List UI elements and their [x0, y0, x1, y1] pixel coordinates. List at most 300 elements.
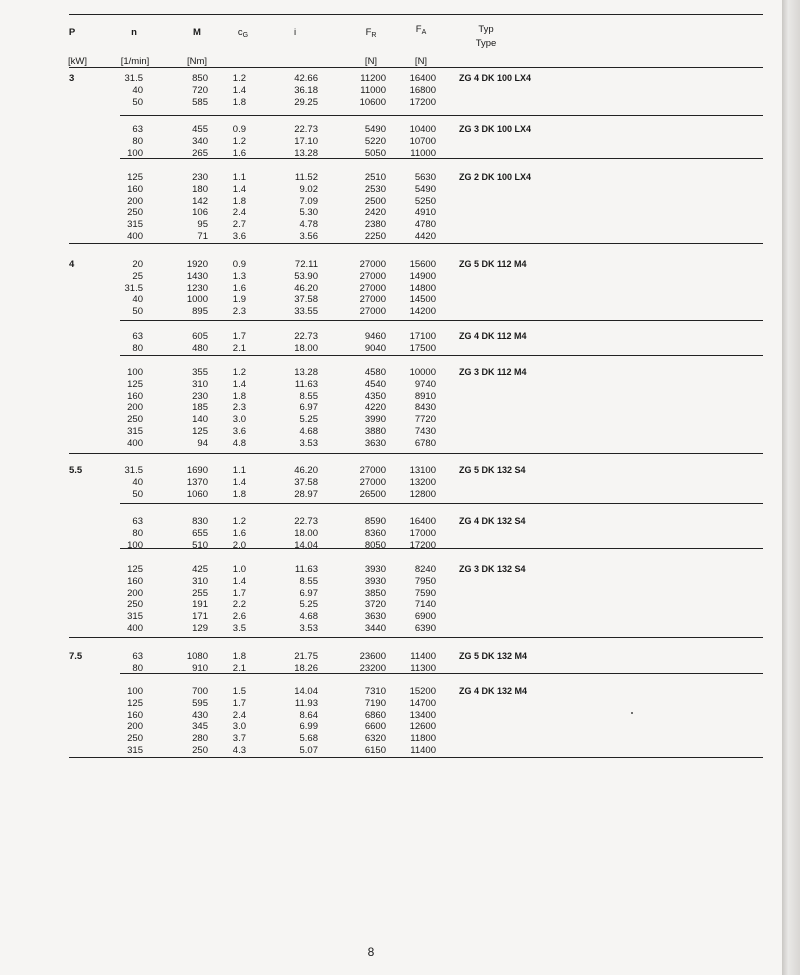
header-cg-main: c: [237, 27, 243, 38]
axial-force-cell: 4910: [414, 207, 436, 219]
ratio-cell: 5.25: [299, 414, 318, 426]
header-cg-sub: G: [242, 32, 249, 39]
ratio-cell: 14.04: [294, 686, 318, 697]
torque-cell: 720: [192, 84, 208, 96]
speed-cell: 250: [127, 733, 143, 745]
service-factor-cell: 1.1: [232, 172, 246, 183]
service-factor-cell: 2.7: [232, 219, 246, 231]
axial-force-cell: 7590: [414, 587, 436, 599]
torque-cell: 355: [192, 367, 208, 378]
radial-force-cell: 27000: [359, 259, 386, 270]
service-factor-cell: 1.6: [232, 527, 246, 539]
ratio-cell: 33.55: [294, 306, 318, 318]
speed-cell: 63: [132, 516, 143, 527]
service-factor-cell: 1.4: [232, 378, 246, 390]
ratio-cell: 13.28: [294, 367, 318, 378]
axial-force-cell: 4780: [414, 219, 436, 231]
service-factor-cell: 2.3: [232, 306, 246, 318]
speed-cell: 80: [132, 135, 143, 147]
axial-force-cell: 6390: [414, 623, 436, 634]
radial-force-cell: 8050: [364, 539, 386, 551]
service-factor-cell: 1.2: [232, 367, 246, 378]
speed-cell: 315: [127, 611, 143, 623]
service-factor-cell: 1.4: [232, 575, 246, 587]
axial-force-cell: 14900: [409, 270, 436, 282]
axial-force-cell: 14200: [409, 306, 436, 318]
torque-cell: 310: [192, 378, 208, 390]
speed-cell: 40: [132, 294, 143, 306]
group-divider: [69, 453, 763, 454]
speed-cell: 63: [132, 651, 143, 662]
type-label: ZG 5 DK 132 S4: [459, 465, 526, 475]
torque-cell: 345: [192, 721, 208, 733]
torque-cell: 255: [192, 587, 208, 599]
header-fr-main: F: [365, 27, 372, 38]
ratio-cell: 4.78: [299, 219, 318, 231]
ratio-cell: 17.10: [294, 135, 318, 147]
ratio-cell: 13.28: [294, 147, 318, 159]
axial-force-cell: 10000: [409, 367, 436, 378]
speed-cell: 63: [132, 124, 143, 135]
ratio-cell: 7.09: [299, 195, 318, 207]
radial-force-cell: 11000: [360, 84, 386, 96]
torque-cell: 191: [192, 599, 208, 611]
group-divider: [120, 158, 763, 159]
speed-cell: 100: [127, 367, 143, 378]
speed-cell: 200: [127, 587, 143, 599]
torque-cell: 94: [197, 437, 208, 449]
ratio-cell: 6.97: [299, 402, 318, 414]
speed-cell: 315: [127, 426, 143, 437]
type-label: ZG 4 DK 100 LX4: [459, 73, 532, 83]
radial-force-cell: 4580: [364, 367, 386, 378]
header-fa: [416, 24, 426, 38]
service-factor-cell: 4.8: [232, 437, 246, 449]
ratio-cell: 5.68: [299, 733, 318, 745]
axial-force-cell: 11300: [410, 662, 436, 674]
torque-cell: 1000: [186, 294, 208, 306]
service-factor-cell: 1.1: [232, 465, 246, 476]
service-factor-cell: 1.8: [232, 651, 246, 662]
speed-cell: 200: [127, 721, 143, 733]
service-factor-cell: 1.7: [232, 697, 246, 709]
axial-force-cell: 14500: [409, 294, 436, 306]
torque-cell: 1370: [186, 476, 208, 488]
service-factor-cell: 1.2: [232, 73, 246, 84]
radial-force-cell: 27000: [359, 306, 386, 318]
service-factor-cell: 2.1: [232, 342, 246, 354]
ratio-cell: 6.99: [299, 721, 318, 733]
torque-cell: 605: [192, 331, 208, 342]
axial-force-cell: 5250: [414, 195, 436, 207]
group-divider: [120, 503, 763, 504]
service-factor-cell: 3.6: [232, 231, 246, 242]
ratio-cell: 4.68: [299, 611, 318, 623]
axial-force-cell: 7140: [414, 599, 436, 611]
ratio-cell: 46.20: [294, 465, 318, 476]
radial-force-cell: 27000: [359, 476, 386, 488]
radial-force-cell: 3440: [364, 623, 386, 634]
speed-cell: 50: [132, 306, 143, 318]
print-speck: [631, 712, 633, 714]
torque-cell: 830: [192, 516, 208, 527]
unit-m: [Nm]: [186, 56, 208, 67]
torque-cell: 180: [192, 183, 208, 195]
service-factor-cell: 1.8: [232, 96, 246, 108]
speed-cell: 80: [132, 342, 143, 354]
header-rule: [69, 67, 763, 68]
radial-force-cell: 2250: [364, 231, 386, 242]
type-label: ZG 4 DK 132 S4: [459, 516, 526, 526]
speed-cell: 31.5: [124, 282, 143, 294]
header-m: M: [193, 27, 201, 38]
speed-cell: 160: [127, 575, 143, 587]
radial-force-cell: 7310: [364, 686, 386, 697]
torque-cell: 340: [192, 135, 208, 147]
header-cg: [238, 27, 248, 41]
ratio-cell: 28.97: [294, 488, 318, 500]
ratio-cell: 5.07: [299, 745, 318, 756]
ratio-cell: 3.56: [299, 231, 318, 242]
axial-force-cell: 13200: [409, 476, 436, 488]
ratio-cell: 36.18: [294, 84, 318, 96]
axial-force-cell: 4420: [414, 231, 436, 242]
torque-cell: 895: [192, 306, 208, 318]
axial-force-cell: 16400: [409, 516, 436, 527]
axial-force-cell: 8240: [414, 564, 436, 575]
axial-force-cell: 10400: [409, 124, 436, 135]
ratio-cell: 53.90: [294, 270, 318, 282]
axial-force-cell: 16400: [409, 73, 436, 84]
speed-cell: 80: [132, 662, 143, 674]
radial-force-cell: 23200: [359, 662, 386, 674]
group-divider: [69, 757, 763, 758]
type-label: ZG 5 DK 132 M4: [459, 651, 528, 661]
page-edge: [782, 0, 800, 975]
service-factor-cell: 0.9: [232, 259, 246, 270]
axial-force-cell: 15600: [409, 259, 436, 270]
type-label: ZG 5 DK 112 M4: [459, 259, 527, 269]
power-value: 3: [69, 73, 75, 84]
torque-cell: 95: [197, 219, 208, 231]
speed-cell: 125: [127, 378, 143, 390]
speed-cell: 400: [127, 437, 143, 449]
ratio-cell: 8.64: [299, 709, 318, 721]
radial-force-cell: 4540: [364, 378, 386, 390]
radial-force-cell: 6320: [364, 733, 386, 745]
radial-force-cell: 23600: [359, 651, 386, 662]
axial-force-cell: 17500: [409, 342, 436, 354]
service-factor-cell: 1.2: [232, 135, 246, 147]
radial-force-cell: 3850: [364, 587, 386, 599]
unit-fa: [N]: [414, 56, 428, 67]
axial-force-cell: 12800: [409, 488, 436, 500]
ratio-cell: 14.04: [294, 539, 318, 551]
torque-cell: 142: [192, 195, 208, 207]
radial-force-cell: 26500: [359, 488, 386, 500]
radial-force-cell: 6600: [364, 721, 386, 733]
radial-force-cell: 3630: [364, 437, 386, 449]
axial-force-cell: 6780: [414, 437, 436, 449]
torque-cell: 250: [192, 745, 208, 756]
torque-cell: 850: [192, 73, 208, 84]
service-factor-cell: 2.1: [232, 662, 246, 674]
torque-cell: 1920: [186, 259, 208, 270]
type-label: ZG 4 DK 112 M4: [459, 331, 527, 341]
service-factor-cell: 1.5: [232, 686, 246, 697]
type-label: ZG 4 DK 132 M4: [459, 686, 528, 696]
axial-force-cell: 17000: [409, 527, 436, 539]
service-factor-cell: 0.9: [232, 124, 246, 135]
radial-force-cell: 2530: [364, 183, 386, 195]
radial-force-cell: 6150: [364, 745, 386, 756]
service-factor-cell: 3.5: [232, 623, 246, 634]
speed-cell: 160: [127, 709, 143, 721]
torque-cell: 585: [192, 96, 208, 108]
header-n: n: [131, 27, 137, 38]
service-factor-cell: 1.8: [232, 390, 246, 402]
speed-cell: 50: [132, 96, 143, 108]
service-factor-cell: 1.7: [232, 587, 246, 599]
axial-force-cell: 17100: [409, 331, 436, 342]
axial-force-cell: 13400: [409, 709, 436, 721]
axial-force-cell: 11800: [410, 733, 436, 745]
header-type: Type: [475, 38, 497, 49]
header-i: i: [293, 27, 297, 38]
torque-cell: 1080: [186, 651, 208, 662]
axial-force-cell: 16800: [409, 84, 436, 96]
speed-cell: 400: [127, 623, 143, 634]
service-factor-cell: 1.6: [232, 147, 246, 159]
radial-force-cell: 3930: [364, 575, 386, 587]
header-fa-main: F: [415, 24, 422, 35]
type-label: ZG 3 DK 132 S4: [459, 564, 526, 574]
service-factor-cell: 1.7: [232, 331, 246, 342]
speed-cell: 125: [127, 697, 143, 709]
header-p: P: [68, 27, 76, 38]
axial-force-cell: 14800: [409, 282, 436, 294]
speed-cell: 250: [127, 414, 143, 426]
torque-cell: 700: [192, 686, 208, 697]
radial-force-cell: 10600: [359, 96, 386, 108]
service-factor-cell: 1.8: [232, 488, 246, 500]
radial-force-cell: 2510: [364, 172, 386, 183]
axial-force-cell: 10700: [409, 135, 436, 147]
axial-force-cell: 6900: [414, 611, 436, 623]
axial-force-cell: 11400: [410, 651, 436, 662]
torque-cell: 280: [192, 733, 208, 745]
axial-force-cell: 17200: [409, 539, 436, 551]
torque-cell: 1060: [186, 488, 208, 500]
radial-force-cell: 5220: [364, 135, 386, 147]
radial-force-cell: 8360: [364, 527, 386, 539]
speed-cell: 400: [127, 231, 143, 242]
speed-cell: 100: [127, 686, 143, 697]
ratio-cell: 18.00: [294, 342, 318, 354]
axial-force-cell: 17200: [409, 96, 436, 108]
speed-cell: 31.5: [124, 73, 143, 84]
service-factor-cell: 2.4: [232, 709, 246, 721]
torque-cell: 71: [197, 231, 208, 242]
radial-force-cell: 2380: [364, 219, 386, 231]
page-number: 8: [367, 945, 375, 959]
radial-force-cell: 3630: [364, 611, 386, 623]
torque-cell: 1690: [186, 465, 208, 476]
radial-force-cell: 7190: [364, 697, 386, 709]
service-factor-cell: 1.4: [232, 84, 246, 96]
speed-cell: 250: [127, 599, 143, 611]
torque-cell: 265: [192, 147, 208, 159]
ratio-cell: 22.73: [294, 124, 318, 135]
ratio-cell: 4.68: [299, 426, 318, 437]
radial-force-cell: 3930: [364, 564, 386, 575]
torque-cell: 595: [192, 697, 208, 709]
ratio-cell: 6.97: [299, 587, 318, 599]
speed-cell: 80: [132, 527, 143, 539]
ratio-cell: 18.26: [294, 662, 318, 674]
ratio-cell: 11.63: [294, 378, 318, 390]
speed-cell: 315: [127, 219, 143, 231]
torque-cell: 455: [192, 124, 208, 135]
ratio-cell: 42.66: [294, 73, 318, 84]
speed-cell: 50: [132, 488, 143, 500]
header-fr-sub: R: [371, 32, 377, 39]
ratio-cell: 21.75: [294, 651, 318, 662]
axial-force-cell: 7720: [414, 414, 436, 426]
header-fa-sub: A: [421, 29, 427, 36]
torque-cell: 1230: [186, 282, 208, 294]
torque-cell: 140: [192, 414, 208, 426]
service-factor-cell: 2.2: [232, 599, 246, 611]
speed-cell: 25: [132, 270, 143, 282]
torque-cell: 185: [192, 402, 208, 414]
group-divider: [120, 355, 763, 356]
torque-cell: 425: [192, 564, 208, 575]
speed-cell: 100: [127, 539, 143, 551]
radial-force-cell: 5490: [364, 124, 386, 135]
power-value: 7.5: [69, 651, 83, 662]
radial-force-cell: 2500: [364, 195, 386, 207]
type-label: ZG 2 DK 100 LX4: [459, 172, 532, 182]
axial-force-cell: 7950: [414, 575, 436, 587]
service-factor-cell: 1.9: [232, 294, 246, 306]
group-divider: [69, 243, 763, 244]
radial-force-cell: 8590: [364, 516, 386, 527]
service-factor-cell: 3.0: [232, 414, 246, 426]
ratio-cell: 3.53: [299, 623, 318, 634]
axial-force-cell: 11000: [410, 147, 436, 159]
speed-cell: 160: [127, 390, 143, 402]
service-factor-cell: 3.7: [232, 733, 246, 745]
service-factor-cell: 1.4: [232, 183, 246, 195]
speed-cell: 315: [127, 745, 143, 756]
group-divider: [120, 320, 763, 321]
service-factor-cell: 2.4: [232, 207, 246, 219]
axial-force-cell: 7430: [414, 426, 436, 437]
service-factor-cell: 1.4: [232, 476, 246, 488]
speed-cell: 250: [127, 207, 143, 219]
type-label: ZG 3 DK 100 LX4: [459, 124, 532, 134]
axial-force-cell: 14700: [409, 697, 436, 709]
radial-force-cell: 2420: [364, 207, 386, 219]
speed-cell: 200: [127, 402, 143, 414]
speed-cell: 160: [127, 183, 143, 195]
service-factor-cell: 1.8: [232, 195, 246, 207]
speed-cell: 125: [127, 172, 143, 183]
ratio-cell: 72.11: [294, 259, 318, 270]
radial-force-cell: 5050: [364, 147, 386, 159]
ratio-cell: 11.63: [294, 564, 318, 575]
service-factor-cell: 1.0: [232, 564, 246, 575]
speed-cell: 31.5: [124, 465, 143, 476]
torque-cell: 430: [192, 709, 208, 721]
radial-force-cell: 4220: [364, 402, 386, 414]
power-value: 4: [69, 259, 75, 270]
header-fr: [366, 27, 377, 41]
axial-force-cell: 8910: [414, 390, 436, 402]
speed-cell: 200: [127, 195, 143, 207]
radial-force-cell: 27000: [359, 465, 386, 476]
axial-force-cell: 5630: [414, 172, 436, 183]
torque-cell: 310: [192, 575, 208, 587]
ratio-cell: 37.58: [294, 294, 318, 306]
torque-cell: 510: [192, 539, 208, 551]
unit-fr: [N]: [364, 56, 378, 67]
group-divider: [120, 115, 763, 116]
torque-cell: 125: [192, 426, 208, 437]
group-divider: [120, 673, 763, 674]
axial-force-cell: 5490: [414, 183, 436, 195]
torque-cell: 910: [192, 662, 208, 674]
radial-force-cell: 9040: [364, 342, 386, 354]
radial-force-cell: 11200: [360, 73, 386, 84]
radial-force-cell: 4350: [364, 390, 386, 402]
header-typ: Typ: [478, 24, 494, 35]
group-divider: [120, 548, 763, 549]
top-rule: [69, 14, 763, 15]
speed-cell: 40: [132, 84, 143, 96]
speed-cell: 100: [127, 147, 143, 159]
speed-cell: 40: [132, 476, 143, 488]
unit-n: [1/min]: [120, 56, 150, 67]
radial-force-cell: 27000: [359, 270, 386, 282]
ratio-cell: 11.93: [294, 697, 318, 709]
group-divider: [69, 637, 763, 638]
axial-force-cell: 9740: [414, 378, 436, 390]
unit-p: [kW]: [68, 56, 87, 67]
ratio-cell: 5.30: [299, 207, 318, 219]
type-label: ZG 3 DK 112 M4: [459, 367, 527, 377]
torque-cell: 480: [192, 342, 208, 354]
axial-force-cell: 8430: [414, 402, 436, 414]
torque-cell: 129: [192, 623, 208, 634]
service-factor-cell: 1.2: [232, 516, 246, 527]
ratio-cell: 46.20: [294, 282, 318, 294]
torque-cell: 230: [192, 172, 208, 183]
service-factor-cell: 3.6: [232, 426, 246, 437]
radial-force-cell: 3720: [364, 599, 386, 611]
ratio-cell: 22.73: [294, 516, 318, 527]
ratio-cell: 22.73: [294, 331, 318, 342]
service-factor-cell: 2.3: [232, 402, 246, 414]
ratio-cell: 29.25: [294, 96, 318, 108]
torque-cell: 171: [192, 611, 208, 623]
radial-force-cell: 3990: [364, 414, 386, 426]
ratio-cell: 8.55: [299, 390, 318, 402]
axial-force-cell: 12600: [409, 721, 436, 733]
service-factor-cell: 3.0: [232, 721, 246, 733]
speed-cell: 63: [132, 331, 143, 342]
